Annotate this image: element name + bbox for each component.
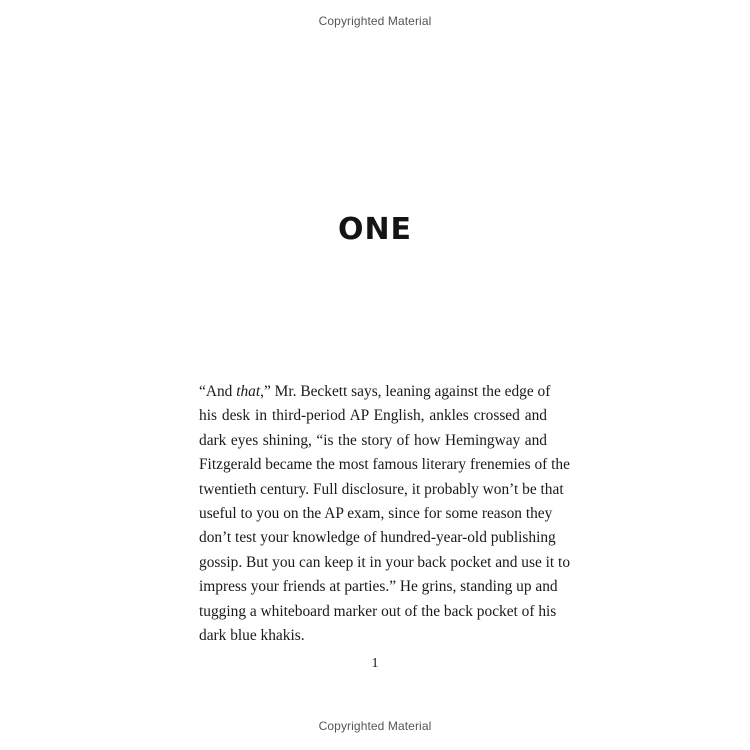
page-number: 1 xyxy=(371,656,379,671)
paragraph-line: dark blue khakis. xyxy=(199,627,305,645)
copyright-watermark-top: Copyrighted Material xyxy=(318,14,432,28)
chapter-title: ONE xyxy=(337,212,413,247)
line-1-start: “And xyxy=(199,383,237,400)
chapter-paragraph xyxy=(199,380,571,648)
paragraph-line: don’t test your knowledge of hundred-year-old publishing xyxy=(199,529,556,547)
line-1-end: ,” Mr. Beckett says, leaning against the edge of xyxy=(260,383,551,400)
italic-word: that xyxy=(236,383,261,400)
paragraph-line: twentieth century. Full disclosure, it probably won’t be that xyxy=(199,480,564,498)
paragraph-line xyxy=(199,380,551,404)
paragraph-line: Fitzgerald became the most famous literary frenemies of the xyxy=(199,456,570,474)
paragraph-line: tugging a whiteboard marker out of the back pocket of his xyxy=(199,602,557,620)
paragraph-line: impress your friends at parties.” He grins, standing up and xyxy=(199,578,558,596)
copyright-watermark-bottom: Copyrighted Material xyxy=(318,719,432,733)
paragraph-line: gossip. But you can keep it in your back pocket and use it to xyxy=(199,553,571,571)
paragraph-line: useful to you on the AP exam, since for some reason they xyxy=(199,505,553,523)
paragraph-line: his desk in third-period AP English, ankles crossed and xyxy=(199,407,547,425)
paragraph-line: dark eyes shining, “is the story of how Hemingway and xyxy=(199,431,547,449)
